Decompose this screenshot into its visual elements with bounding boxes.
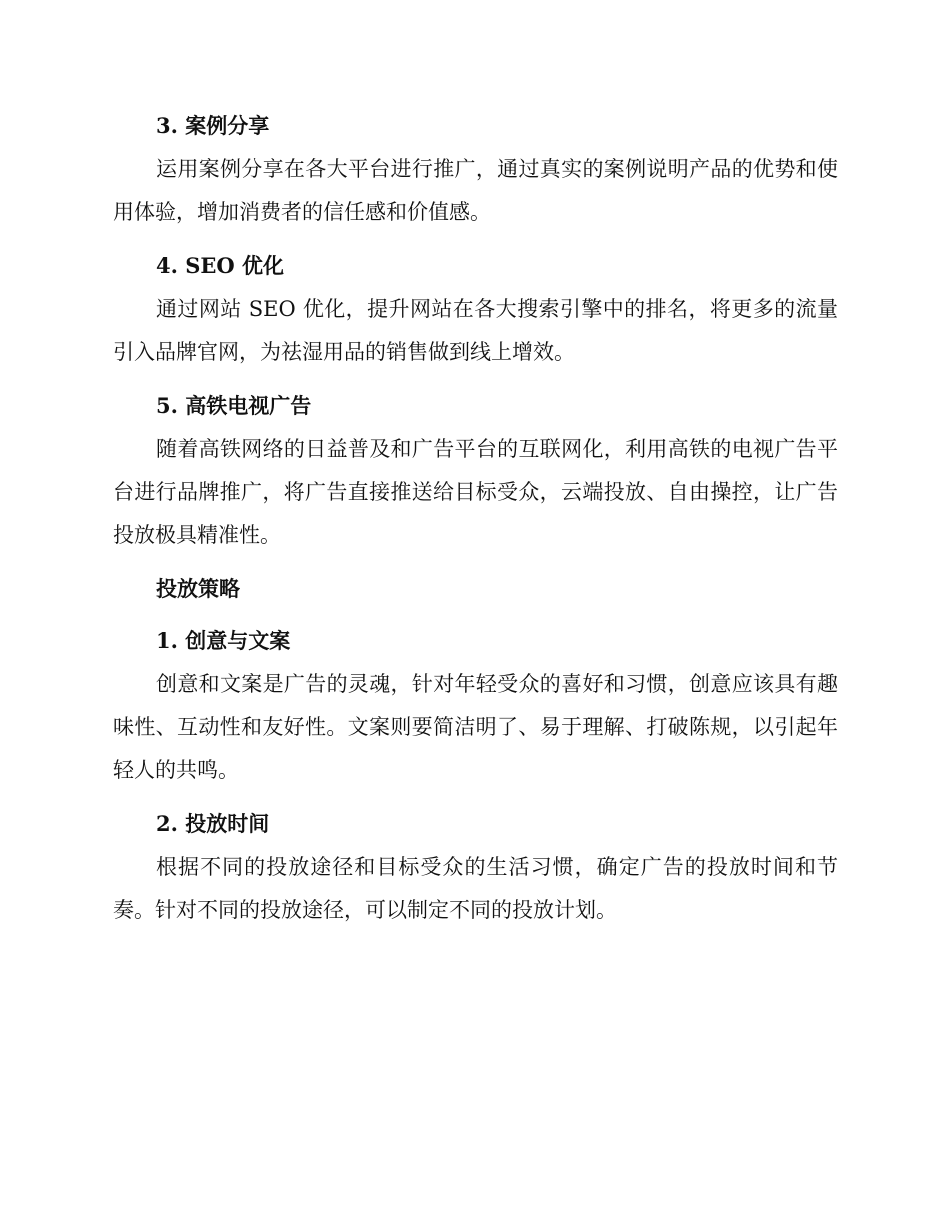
strategy-title: 投放策略 xyxy=(156,576,240,601)
section-gap xyxy=(113,611,838,619)
document-page xyxy=(113,104,838,942)
strategy-body-creative: 创意和文案是广告的灵魂，针对年轻受众的喜好和习惯，创意应该具有趣味性、互动性和友好性。文案则要简洁明了、易于理解、打破陈规，以引起年轻人的共鸣。 xyxy=(113,672,838,782)
section-body-seo: 通过网站 SEO 优化，提升网站在各大搜索引擎中的排名，将更多的流量引入品牌官网，为祛湿用品的销售做到线上增效。 xyxy=(113,297,838,364)
strategy-body-timing: 根据不同的投放途径和目标受众的生活习惯，确定广告的投放时间和节奏。针对不同的投放途径，可以制定不同的投放计划。 xyxy=(113,855,838,922)
strategy-heading-creative: 1. 创意与文案 xyxy=(156,628,291,653)
strategy-heading-timing: 2. 投放时间 xyxy=(156,811,270,836)
section-body-train-tv-ads: 随着高铁网络的日益普及和广告平台的互联网化，利用高铁的电视广告平台进行品牌推广，将广告直接推送给目标受众，云端投放、自由操控，让广告投放极具精准性。 xyxy=(113,437,838,547)
section-heading-train-tv-ads: 5. 高铁电视广告 xyxy=(156,393,312,418)
section-heading-case-sharing: 3. 案例分享 xyxy=(156,113,270,138)
section-body-case-sharing: 运用案例分享在各大平台进行推广，通过真实的案例说明产品的优势和使用体验，增加消费者的信任感和价值感。 xyxy=(113,157,838,224)
section-heading-seo: 4. SEO 优化 xyxy=(156,253,285,278)
